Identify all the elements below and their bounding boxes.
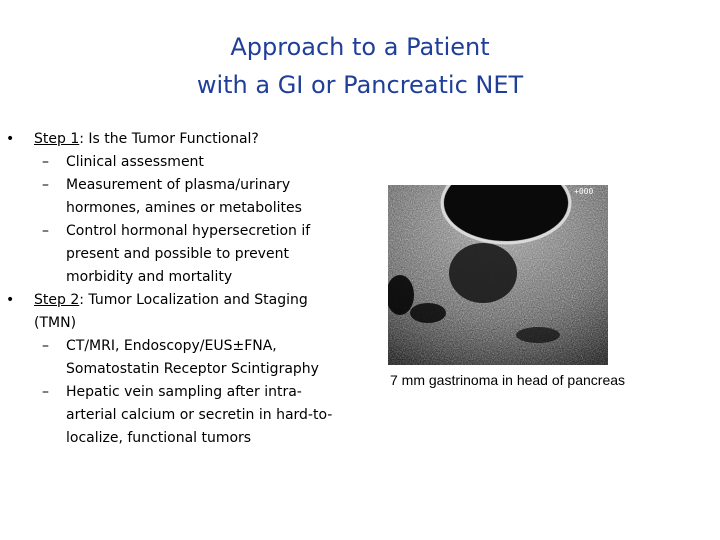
- bullet-step-2: [0, 289, 370, 335]
- bullet-step-2-text-cont: (TMN): [34, 315, 77, 331]
- sub-item-line: Measurement of plasma/urinary: [66, 177, 291, 193]
- step-1-lead: Step 1: [34, 131, 80, 147]
- sub-item-line: Hepatic vein sampling after intra-: [66, 384, 302, 400]
- image-overlay-label: +000: [574, 187, 594, 196]
- step-2-lead: Step 2: [34, 292, 80, 308]
- bullet-list: [0, 128, 370, 450]
- bullet-step-2-text: [34, 289, 370, 312]
- sub-item: [0, 174, 346, 220]
- sub-item: [0, 335, 346, 381]
- sub-item-line: present and possible to prevent: [66, 246, 289, 262]
- slide-title: [0, 28, 720, 104]
- sub-item-line: Clinical assessment: [66, 154, 204, 170]
- sub-item-line: Control hormonal hypersecretion if: [66, 223, 311, 239]
- slide-title-line-1: Approach to a Patient: [230, 33, 490, 61]
- step-2-text: : Tumor Localization and Staging: [79, 292, 308, 308]
- dash-marker: –: [42, 384, 49, 400]
- slide-title-line-2: with a GI or Pancreatic NET: [196, 71, 524, 99]
- dash-marker: –: [42, 338, 49, 354]
- bullet-dot: •: [6, 292, 15, 308]
- figure-caption: 7 mm gastrinoma in head of pancreas: [390, 372, 626, 388]
- sub-item-line: Somatostatin Receptor Scintigraphy: [66, 361, 319, 377]
- sub-item-line: morbidity and mortality: [66, 269, 233, 285]
- dash-marker: –: [42, 223, 49, 239]
- sub-item-line: arterial calcium or secretin in hard-to-: [66, 407, 333, 423]
- sub-item: [0, 220, 346, 289]
- dash-marker: –: [42, 177, 49, 193]
- sub-item-line: CT/MRI, Endoscopy/EUS±FNA,: [66, 338, 277, 354]
- step-1-text: : Is the Tumor Functional?: [79, 131, 259, 147]
- dash-marker: –: [42, 154, 49, 170]
- bullet-step-1: [0, 128, 370, 151]
- sub-item-line: localize, functional tumors: [66, 430, 252, 446]
- ultrasound-graphic: [388, 185, 608, 365]
- sub-item: [0, 381, 346, 450]
- sub-item: [0, 151, 346, 174]
- bullet-dot: •: [6, 131, 15, 147]
- sub-item-line: hormones, amines or metabolites: [66, 200, 302, 216]
- bullet-step-1-text: [34, 128, 370, 151]
- lesion: [449, 243, 517, 303]
- ultrasound-image: [388, 185, 608, 365]
